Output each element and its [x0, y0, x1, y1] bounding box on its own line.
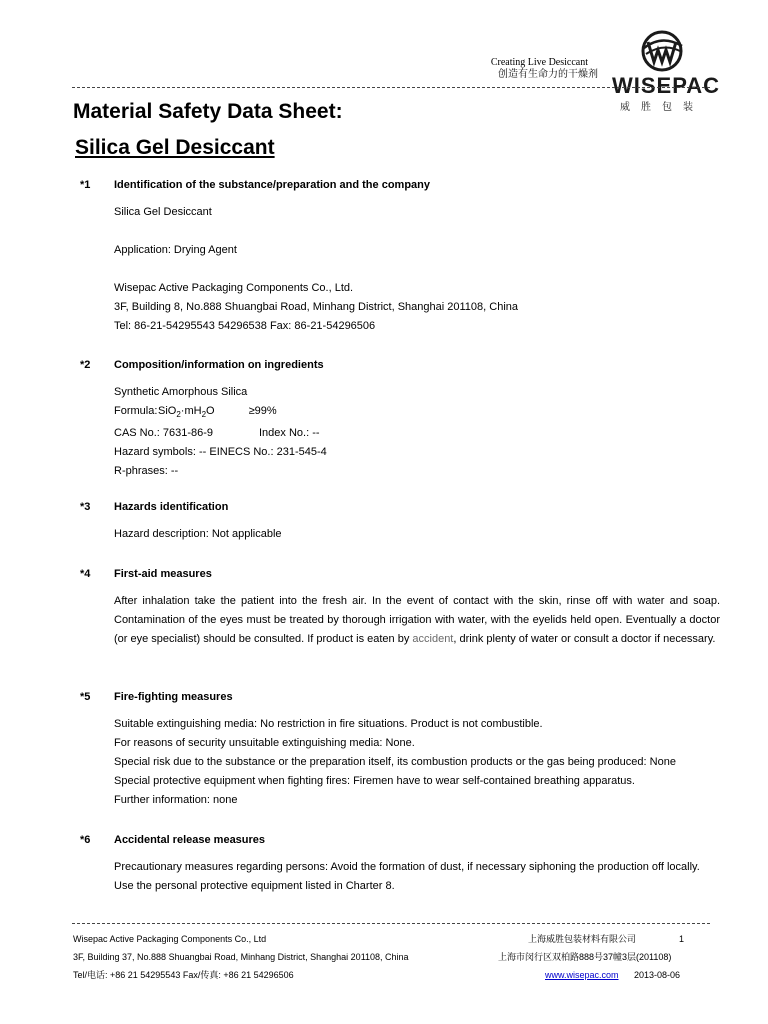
section-heading — [80, 830, 720, 850]
company-name: Wisepac Active Packaging Components Co., Ltd. — [114, 282, 354, 294]
section-title: Identification of the substance/preparation and the company — [114, 179, 430, 191]
section-number: *1 — [80, 179, 91, 191]
section-heading — [80, 687, 720, 707]
formula-line — [114, 402, 720, 424]
section-identification — [80, 175, 720, 336]
cas-line — [114, 424, 720, 443]
section-fire-fighting — [80, 687, 720, 810]
tagline-english: Creating Live Desiccant — [490, 57, 588, 68]
section-body — [114, 715, 720, 810]
footer-tel-fax: Tel/电话: +86 21 54295543 Fax/传真: +86 21 54296506 — [73, 970, 294, 980]
section-heading — [80, 175, 720, 195]
section-heading — [80, 564, 720, 584]
footer-address-cn: 上海市闵行区双柏路888号37幢3层(201108) — [498, 952, 672, 962]
section-number: *2 — [80, 359, 91, 371]
protective-equipment: Special protective equipment when fighting fires: Firemen have to wear self-contained breathing apparatus. — [114, 775, 635, 787]
section-body — [114, 858, 720, 896]
section-title: Accidental release measures — [114, 834, 266, 846]
formula-part: ·mH — [180, 405, 202, 417]
section-composition — [80, 355, 720, 481]
section-title: First-aid measures — [114, 568, 212, 580]
section-number: *4 — [80, 568, 91, 580]
cas-number: CAS No.: 7631-86-9 — [114, 427, 214, 440]
logo-chinese: 威胜包装 — [620, 102, 704, 113]
special-risk: Special risk due to the substance or the preparation itself, its combustion products or the gas being produced: None — [114, 756, 676, 768]
wisepac-logo — [612, 30, 721, 113]
section-title: Composition/information on ingredients — [114, 359, 324, 371]
further-information: Further information: none — [114, 794, 238, 806]
substance-name: Synthetic Amorphous Silica — [114, 386, 248, 398]
footer-address-en: 3F, Building 37, No.888 Shuangbai Road, Minhang District, Shanghai 201108, China — [73, 952, 409, 962]
formula-subscript: 2 — [176, 410, 181, 420]
logo-wordmark: WISEPAC — [612, 73, 721, 98]
hazard-description: Hazard description: Not applicable — [114, 528, 282, 540]
section-body — [114, 383, 720, 481]
footer-date: 2013-08-06 — [634, 970, 681, 980]
section-hazards — [80, 497, 720, 544]
document-subtitle: Silica Gel Desiccant — [75, 136, 275, 159]
protective-equipment-note: Use the personal protective equipment listed in Charter 8. — [114, 880, 395, 892]
accident-word: accident — [412, 633, 454, 645]
company-contact: Tel: 86-21-54295543 54296538 Fax: 86-21-54296506 — [114, 320, 376, 332]
section-title: Hazards identification — [114, 501, 229, 513]
section-body — [114, 525, 720, 544]
section-number: *5 — [80, 691, 91, 703]
extinguishing-media: Suitable extinguishing media: No restriction in fire situations. Product is not combustible. — [114, 718, 543, 730]
section-body — [114, 203, 720, 336]
section-number: *6 — [80, 834, 91, 846]
wisepac-emblem-icon — [636, 30, 688, 72]
hazard-symbols: Hazard symbols: -- EINECS No.: 231-545-4 — [114, 446, 327, 459]
section-heading — [80, 497, 720, 517]
precaution-paragraph: Precautionary measures regarding persons: Avoid the formation of dust, if necessary siphoning the production off locally. — [114, 861, 700, 873]
company-address: 3F, Building 8, No.888 Shuangbai Road, Minhang District, Shanghai 201108, China — [114, 301, 519, 313]
index-number: Index No.: -- — [259, 427, 320, 440]
section-accidental-release — [80, 830, 720, 896]
formula-part: O — [206, 405, 215, 417]
section-body — [114, 592, 720, 649]
section-title: Fire-fighting measures — [114, 691, 233, 703]
section-heading — [80, 355, 720, 375]
formula-subscript: 2 — [201, 410, 207, 420]
document-title: Material Safety Data Sheet: — [73, 100, 343, 123]
footer-company-cn: 上海威胜包装材料有限公司 — [528, 934, 637, 944]
first-aid-text-end: , drink plenty of water or consult a doctor if necessary. — [453, 633, 716, 645]
section-number: *3 — [80, 501, 91, 513]
first-aid-text: After inhalation take the patient into the fresh air. In the event of contact with the skin, rinse off with water and soap. Contamination of the eyes must be treated by thorough irrigation with water, with the eyelids held open. Eventually a doctor (or eye specialist) should be consulted. If product is eaten by — [114, 595, 720, 645]
first-aid-paragraph — [114, 592, 720, 649]
header-divider — [72, 87, 710, 88]
r-phrases: R-phrases: -- — [114, 465, 179, 478]
page-number: 1 — [679, 934, 685, 944]
formula-part: SiO — [158, 405, 177, 417]
footer-company-en: Wisepac Active Packaging Components Co., Ltd — [73, 934, 267, 944]
tagline-chinese: 创造有生命力的干燥剂 — [498, 69, 598, 80]
purity-value: ≥99% — [248, 405, 277, 417]
product-name: Silica Gel Desiccant — [114, 206, 212, 218]
unsuitable-media: For reasons of security unsuitable extinguishing media: None. — [114, 737, 415, 749]
formula-label: Formula: — [114, 405, 158, 417]
page-footer — [73, 930, 710, 984]
footer-divider — [72, 923, 710, 924]
application-line: Application: Drying Agent — [114, 244, 237, 256]
website-link[interactable]: www.wisepac.com — [545, 970, 619, 980]
section-first-aid — [80, 564, 720, 649]
